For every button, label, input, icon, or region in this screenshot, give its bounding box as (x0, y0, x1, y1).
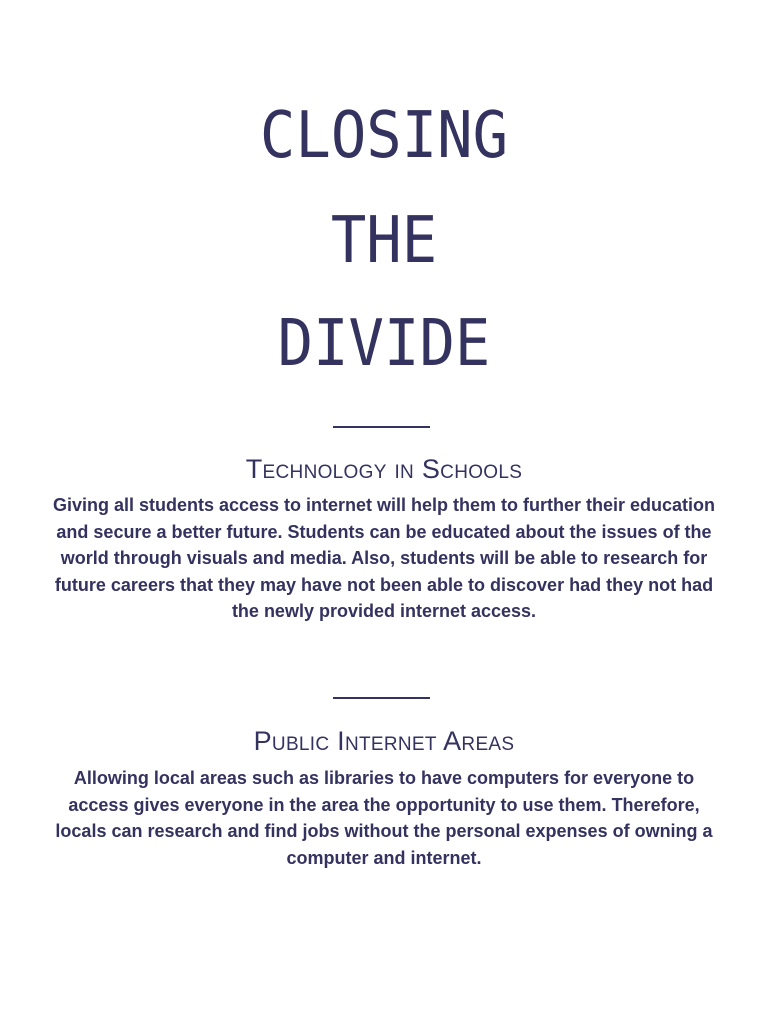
section-body-technology-in-schools: Giving all students access to internet will help them to further their education and secure a better future. Students can be educated about the issues of the world through visuals and media. Also, students will be able to research for future careers that they may have not been able to discover had they not had the newly provided internet access. (52, 495, 716, 621)
section-body-public-internet-areas: Allowing local areas such as libraries to have computers for everyone to access gives everyone in the area the opportunity to use them. Therefore, locals can research and find jobs without the personal expenses of owning a computer and internet. (55, 768, 713, 868)
section-heading-technology-in-schools: Technology in Schools (245, 454, 523, 484)
section-divider (333, 426, 430, 428)
title-line-divide: DIVIDE (277, 307, 491, 381)
section-divider (333, 697, 430, 699)
title-line-closing: CLOSING (259, 99, 509, 173)
section-heading-public-internet-areas: Public Internet Areas (253, 726, 515, 756)
title-line-the: THE (330, 204, 438, 278)
